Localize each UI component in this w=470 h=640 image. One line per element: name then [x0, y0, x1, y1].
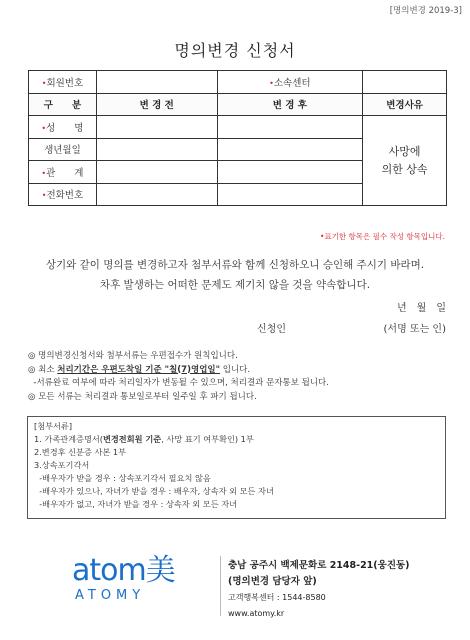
atomy-logo [72, 553, 175, 603]
header-before: 변 경 전 [96, 93, 217, 116]
logo-subtext: ATOMY [75, 588, 146, 603]
center-label: •소속센터 [217, 71, 363, 94]
member-no-field[interactable] [96, 71, 217, 94]
birthdate-before-field[interactable] [96, 138, 217, 161]
notice-1: ◎ 명의변경신청서와 첨부서류는 우편접수가 원칙입니다. [28, 351, 238, 361]
phone-before-field[interactable] [96, 183, 217, 206]
phone-after-field[interactable] [217, 183, 363, 206]
page-title: 명의변경 신청서 [174, 41, 296, 60]
attachment-3: 3.상속포기각서 [34, 460, 90, 470]
header-gubun: 구 분 [29, 93, 97, 116]
table-row [29, 116, 447, 139]
name-before-field[interactable] [96, 116, 217, 139]
attachments-heading: [첨부서류] [34, 421, 73, 431]
phone-label: •전화번호 [29, 183, 97, 206]
reason-line2: 의한 상속 [381, 162, 428, 176]
applicant-label: 신청인 [257, 324, 286, 335]
address-line2: (명의변경 담당자 앞) [228, 576, 317, 587]
attachments-box [27, 416, 446, 519]
center-field[interactable] [363, 71, 447, 94]
attachment-3a: -배우자가 받을 경우 : 상속포기각서 필요치 않음 [34, 473, 211, 483]
attachment-3b: -배우자가 있으나, 자녀가 받을 경우 : 배우자, 상속자 외 모든 자녀 [34, 486, 274, 496]
table-row [29, 93, 447, 116]
signature-label: (서명 또는 인) [383, 324, 446, 335]
header-after: 변 경 후 [217, 93, 363, 116]
notice-4: ◎ 모든 서류는 처리결과 통보일로부터 일주일 후 파기 됩니다. [28, 391, 257, 402]
change-reason [363, 116, 447, 206]
table-row [29, 71, 447, 94]
attachment-2: 2.변경후 신분증 사본 1부 [34, 447, 127, 457]
relation-before-field[interactable] [96, 161, 217, 184]
attachment-3c: -배우자가 없고, 자녀가 받을 경우 : 상속자 외 모든 자녀 [34, 499, 238, 509]
divider [220, 556, 221, 616]
header-reason: 변경사유 [363, 93, 447, 116]
notice-2: ◎ 최소 처리기간은 우편도착일 기준 "칠(7)영업일" 입니다. [28, 364, 251, 375]
logo-wordmark: atom美 [72, 553, 175, 588]
address-line1: 충남 공주시 백제문화로 2148-21(웅진동) [228, 560, 410, 571]
birthdate-after-field[interactable] [217, 138, 363, 161]
name-after-field[interactable] [217, 116, 363, 139]
member-no-label: •회원번호 [29, 71, 97, 94]
form-code: [명의변경 2019-3] [389, 6, 462, 16]
notice-3: -서류완료 여부에 따라 처리일자가 변동될 수 있으며, 처리결과 문자통보 됩니다. [28, 378, 329, 388]
required-note: •표기한 항목은 필수 작성 항목입니다. [319, 232, 445, 241]
customer-center: 고객행복센터 : 1544-8580 [228, 593, 326, 602]
statement-line2: 차후 발생하는 어떠한 문제도 제기치 않을 것을 약속합니다. [99, 279, 371, 291]
statement-line1: 상기와 같이 명의를 변경하고자 첨부서류와 함께 신청하오니 승인해 주시기 바라며. [45, 259, 425, 271]
date-line: 년 월 일 [397, 303, 446, 314]
name-label: •성 명 [29, 116, 97, 139]
application-table [28, 70, 447, 206]
website: www.atomy.kr [228, 609, 285, 618]
reason-line1: 사망에 [388, 144, 421, 158]
relation-label: •관 계 [29, 161, 97, 184]
notice-list [28, 350, 329, 404]
birthdate-label: 생년월일 [29, 138, 97, 161]
relation-after-field[interactable] [217, 161, 363, 184]
mailing-address [228, 558, 410, 622]
attachment-1: 1. 가족관계증명서(변경전회원 기준, 사망 표기 여부확인) 1부 [34, 434, 254, 444]
